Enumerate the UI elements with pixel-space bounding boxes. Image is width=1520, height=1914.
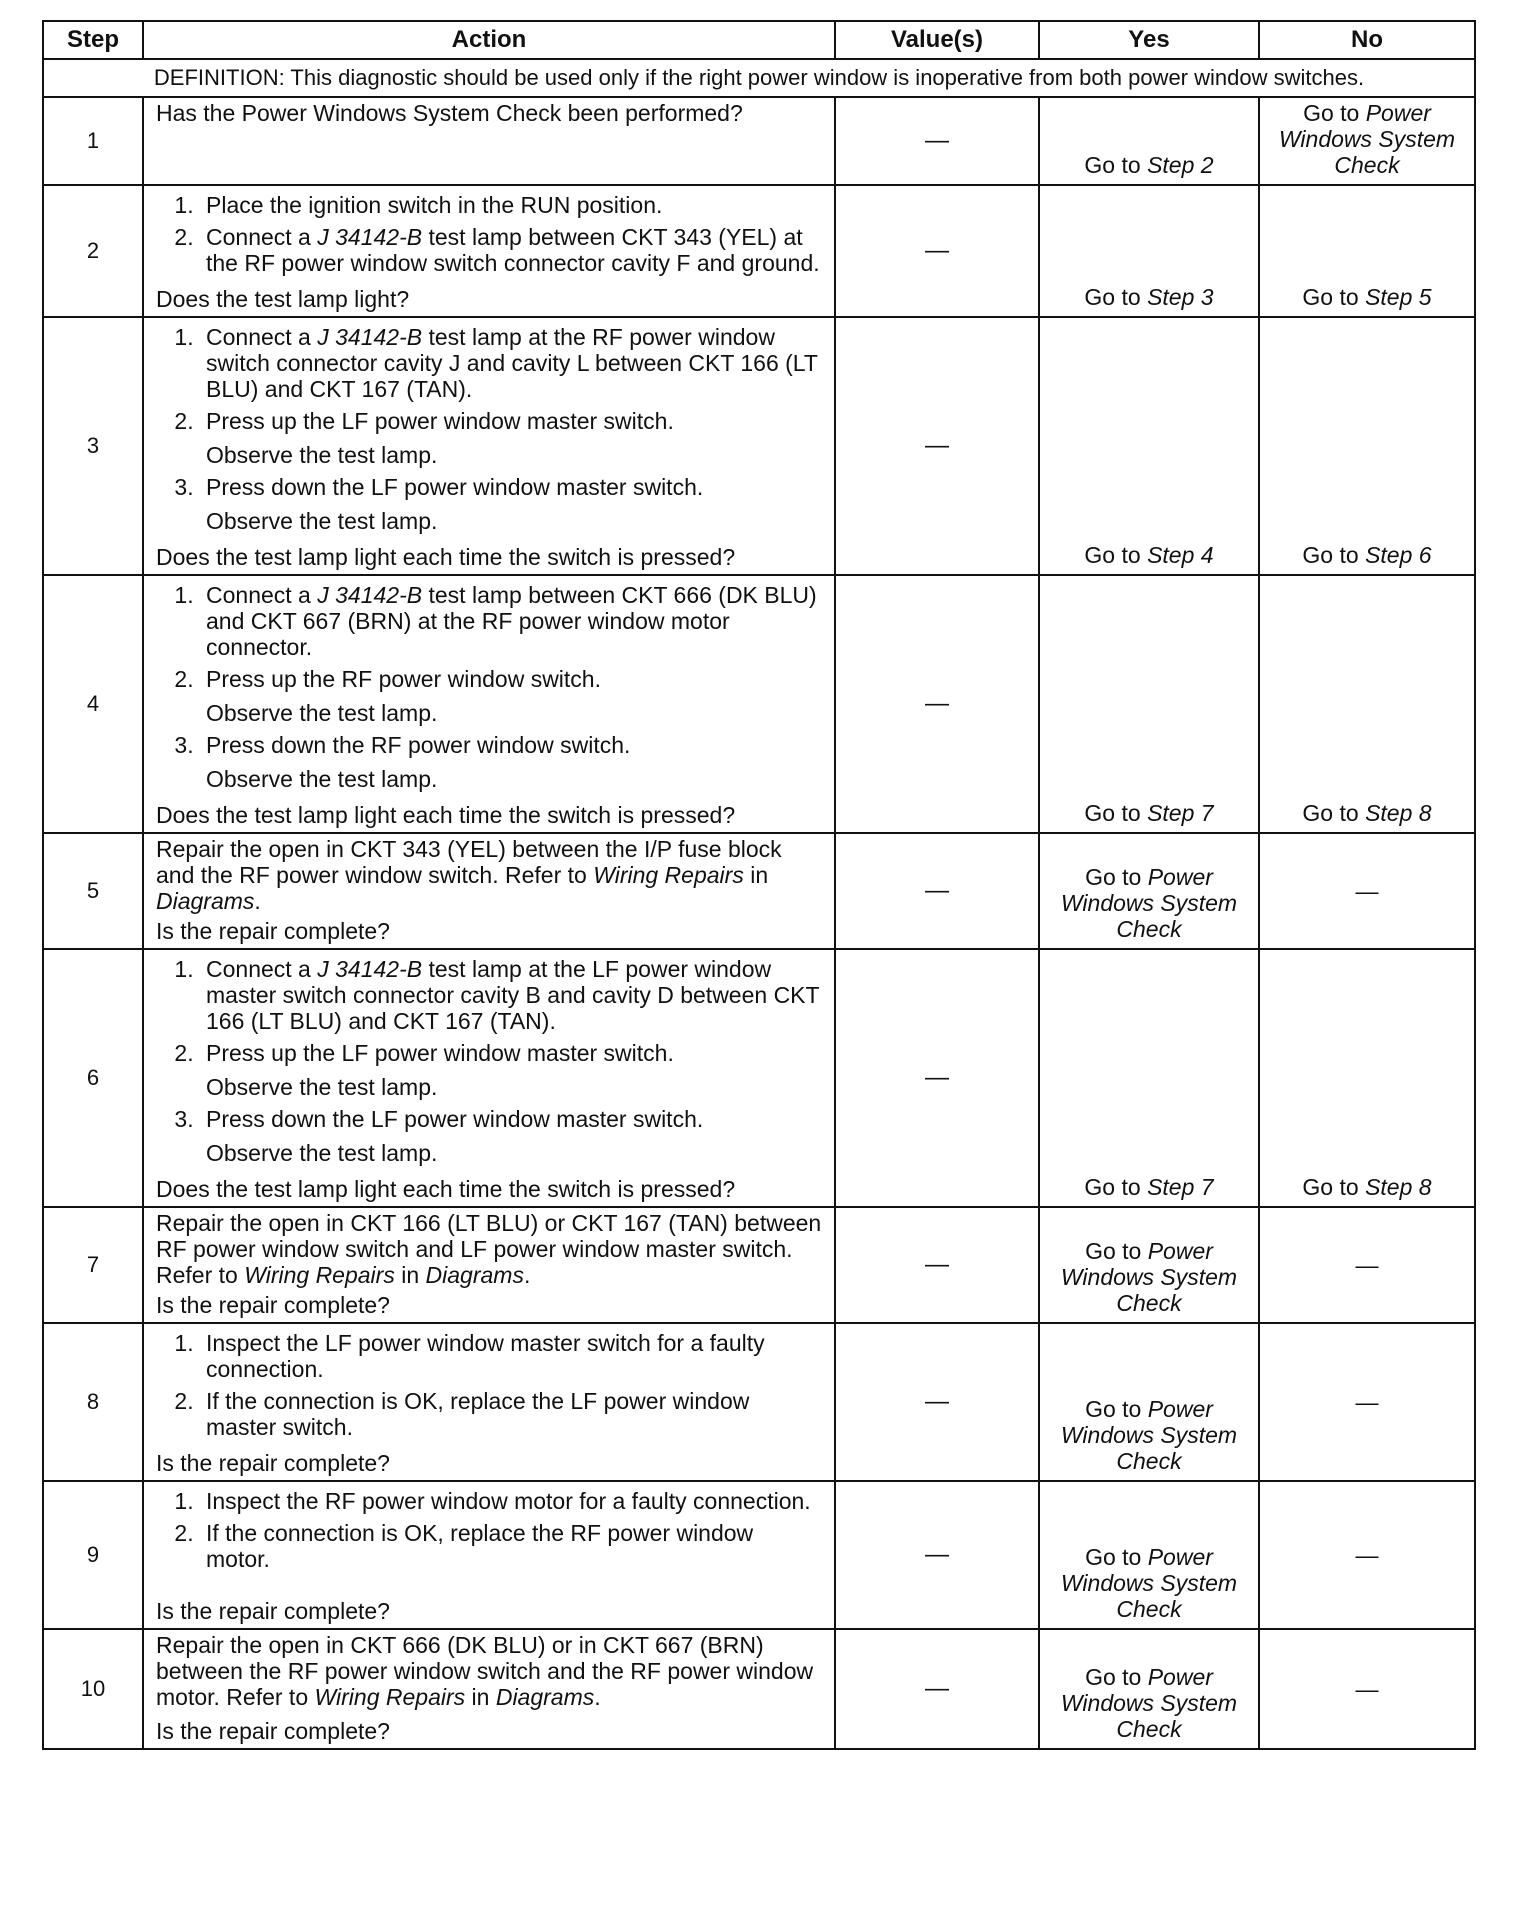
- yes-link[interactable]: [1061, 864, 1237, 942]
- action-step: [200, 1520, 822, 1572]
- yes-link[interactable]: [1061, 1544, 1237, 1622]
- step-no: [1259, 317, 1475, 575]
- step-action: [143, 1323, 835, 1481]
- action-content: [156, 1326, 822, 1476]
- action-step-text: test lamp between CKT 666 (DK BLU) and CKT 667 (BRN) at the RF power window motor connector.: [206, 582, 817, 660]
- go-to-text: Go to: [1084, 284, 1148, 310]
- action-step-text: Connect a: [206, 956, 318, 982]
- header-no: No: [1259, 21, 1475, 59]
- observe-instruction: Observe the test lamp.: [206, 700, 438, 726]
- yes-link[interactable]: [1084, 1174, 1213, 1200]
- ref-diagrams: Diagrams: [156, 888, 255, 914]
- ref-wiring-repairs: Wiring Repairs: [593, 862, 744, 888]
- action-step: [200, 192, 822, 218]
- step-value: —: [835, 949, 1039, 1207]
- table-row: [43, 317, 1475, 575]
- action-content: [156, 1484, 822, 1624]
- step-question: Is the repair complete?: [156, 1598, 390, 1624]
- action-step-text: Connect a: [206, 582, 318, 608]
- repair-text: .: [523, 1262, 531, 1288]
- step-question: Is the repair complete?: [156, 1292, 390, 1318]
- yes-target: Power Windows System Check: [1060, 1238, 1238, 1316]
- action-step: [200, 1330, 822, 1382]
- table-row: [43, 1629, 1475, 1749]
- observe-instruction: Observe the test lamp.: [206, 1140, 438, 1166]
- repair-instruction: [156, 1210, 822, 1288]
- action-step-text: Place the ignition switch in the RUN position.: [206, 192, 663, 218]
- action-body: [156, 578, 822, 798]
- action-content: [156, 1632, 822, 1744]
- step-value: —: [835, 317, 1039, 575]
- action-step-text: Press down the LF power window master switch.: [206, 1106, 704, 1132]
- header-action: Action: [143, 21, 835, 59]
- table-row: [43, 575, 1475, 833]
- action-step-text: Inspect the LF power window master switch for a faulty connection.: [206, 1330, 765, 1382]
- yes-target: Power Windows System Check: [1060, 1664, 1238, 1742]
- go-to-text: Go to: [1085, 1396, 1148, 1422]
- action-step-text: Connect a: [206, 224, 318, 250]
- step-no: —: [1259, 833, 1475, 949]
- go-to-text: Go to: [1302, 284, 1366, 310]
- action-content: [156, 100, 822, 164]
- action-body: [156, 1326, 822, 1446]
- step-no: —: [1259, 1629, 1475, 1749]
- no-link[interactable]: [1302, 800, 1431, 826]
- step-value: —: [835, 1629, 1039, 1749]
- action-step-text: Press down the RF power window switch.: [206, 732, 631, 758]
- action-content: [156, 578, 822, 828]
- step-number: 1: [43, 97, 143, 185]
- repair-text: in: [465, 1684, 496, 1710]
- step-value: —: [835, 1207, 1039, 1323]
- steps-body: [43, 97, 1475, 1749]
- ref-wiring-repairs: Wiring Repairs: [314, 1684, 466, 1710]
- step-yes: [1039, 1629, 1259, 1749]
- action-step-text: test lamp at the RF power window switch connector cavity J and cavity L between CKT 166 (LT BLU) and CKT 167 (TAN).: [206, 324, 818, 402]
- action-step-text: Connect a: [206, 324, 318, 350]
- action-step-text: Press down the LF power window master switch.: [206, 474, 704, 500]
- step-number: 4: [43, 575, 143, 833]
- action-steps-list: [156, 1330, 822, 1440]
- action-content: [156, 952, 822, 1202]
- action-step-text: test lamp at the LF power window master switch connector cavity B and cavity D between CKT 166 (LT BLU) and CKT 167 (TAN).: [206, 956, 820, 1034]
- go-to-text: Go to: [1084, 542, 1148, 568]
- step-no: [1259, 97, 1475, 185]
- action-step: [200, 408, 822, 468]
- action-content: [156, 320, 822, 570]
- step-no: —: [1259, 1323, 1475, 1481]
- step-number: 8: [43, 1323, 143, 1481]
- step-action: [143, 833, 835, 949]
- step-value: —: [835, 97, 1039, 185]
- go-to-text: Go to: [1084, 152, 1148, 178]
- step-value: —: [835, 185, 1039, 317]
- action-body: [156, 100, 822, 126]
- step-action: [143, 185, 835, 317]
- repair-text: in: [743, 862, 769, 888]
- step-question: Is the repair complete?: [156, 1718, 390, 1744]
- go-to-text: Go to: [1302, 800, 1366, 826]
- action-content: [156, 836, 822, 944]
- action-step-text: Inspect the RF power window motor for a faulty connection.: [206, 1488, 811, 1514]
- step-question: Is the repair complete?: [156, 918, 390, 944]
- action-steps-list: [156, 192, 822, 276]
- action-body: [156, 1484, 822, 1578]
- observe-instruction: Observe the test lamp.: [206, 508, 438, 534]
- yes-link[interactable]: [1061, 1238, 1237, 1316]
- table-row: [43, 1323, 1475, 1481]
- step-yes: [1039, 97, 1259, 185]
- step-value: —: [835, 575, 1039, 833]
- yes-target: Step 7: [1147, 800, 1214, 826]
- step-no: [1259, 949, 1475, 1207]
- step-value: —: [835, 833, 1039, 949]
- table-row: [43, 1207, 1475, 1323]
- action-body: [156, 836, 822, 914]
- no-target: Step 8: [1365, 800, 1432, 826]
- yes-link[interactable]: [1084, 152, 1213, 178]
- yes-link[interactable]: [1084, 542, 1213, 568]
- step-number: 9: [43, 1481, 143, 1629]
- step-yes: [1039, 185, 1259, 317]
- repair-instruction: [156, 1632, 822, 1710]
- no-link[interactable]: [1302, 542, 1431, 568]
- step-yes: [1039, 1481, 1259, 1629]
- tool-ref: J 34142-B: [317, 956, 423, 982]
- action-body: [156, 320, 822, 540]
- action-step-text: If the connection is OK, replace the RF power window motor.: [206, 1520, 754, 1572]
- table-row: [43, 833, 1475, 949]
- action-step-text: Press up the LF power window master switch.: [206, 408, 674, 434]
- step-number: 6: [43, 949, 143, 1207]
- step-yes: [1039, 575, 1259, 833]
- action-step: [200, 666, 822, 726]
- step-yes: [1039, 317, 1259, 575]
- step-yes: [1039, 1323, 1259, 1481]
- action-content: [156, 1210, 822, 1318]
- action-step: [200, 732, 822, 792]
- yes-link[interactable]: [1061, 1396, 1237, 1474]
- definition-row: [43, 59, 1475, 97]
- step-number: 10: [43, 1629, 143, 1749]
- step-action: [143, 1481, 835, 1629]
- go-to-text: Go to: [1085, 1238, 1148, 1264]
- header-row: [43, 21, 1475, 59]
- diagnostic-table: [42, 20, 1476, 1750]
- table-row: [43, 185, 1475, 317]
- yes-link[interactable]: [1084, 284, 1213, 310]
- yes-target: Step 3: [1147, 284, 1214, 310]
- repair-text: .: [254, 888, 261, 914]
- table-row: [43, 97, 1475, 185]
- yes-link[interactable]: [1084, 800, 1213, 826]
- repair-text: .: [594, 1684, 601, 1710]
- go-to-text: Go to: [1302, 542, 1366, 568]
- observe-instruction: Observe the test lamp.: [206, 1074, 438, 1100]
- step-number: 3: [43, 317, 143, 575]
- no-link[interactable]: [1279, 100, 1455, 178]
- header-values: Value(s): [835, 21, 1039, 59]
- ref-diagrams: Diagrams: [425, 1262, 524, 1288]
- action-step: [200, 1488, 822, 1514]
- observe-instruction: Observe the test lamp.: [206, 766, 438, 792]
- action-step: [200, 224, 822, 276]
- step-action: [143, 1207, 835, 1323]
- yes-link[interactable]: [1061, 1664, 1237, 1742]
- action-steps-list: [156, 956, 822, 1166]
- step-question: Does the test lamp light each time the switch is pressed?: [156, 544, 736, 570]
- step-question: Has the Power Windows System Check been performed?: [156, 100, 743, 126]
- no-link[interactable]: [1302, 1174, 1431, 1200]
- tool-ref: J 34142-B: [317, 224, 423, 250]
- step-yes: [1039, 1207, 1259, 1323]
- action-step: [200, 324, 822, 402]
- action-steps-list: [156, 1488, 822, 1572]
- repair-text: in: [394, 1262, 426, 1288]
- observe-instruction: Observe the test lamp.: [206, 442, 438, 468]
- action-step-text: Press up the RF power window switch.: [206, 666, 601, 692]
- go-to-text: Go to: [1085, 1544, 1148, 1570]
- action-steps-list: [156, 324, 822, 534]
- step-action: [143, 949, 835, 1207]
- table-row: [43, 949, 1475, 1207]
- step-question: Does the test lamp light each time the switch is pressed?: [156, 802, 736, 828]
- step-no: [1259, 185, 1475, 317]
- step-action: [143, 1629, 835, 1749]
- action-step: [200, 474, 822, 534]
- no-target: Power Windows System Check: [1278, 100, 1456, 178]
- step-number: 2: [43, 185, 143, 317]
- action-step-text: test lamp between CKT 343 (YEL) at the RF power window switch connector cavity F and ground.: [206, 224, 820, 276]
- header-yes: Yes: [1039, 21, 1259, 59]
- go-to-text: Go to: [1302, 1174, 1366, 1200]
- ref-wiring-repairs: Wiring Repairs: [244, 1262, 395, 1288]
- go-to-text: Go to: [1303, 100, 1366, 126]
- action-step: [200, 1106, 822, 1166]
- ref-diagrams: Diagrams: [495, 1684, 595, 1710]
- yes-target: Power Windows System Check: [1060, 1396, 1238, 1474]
- tool-ref: J 34142-B: [317, 324, 423, 350]
- step-question: Is the repair complete?: [156, 1450, 390, 1476]
- action-body: [156, 1210, 822, 1288]
- go-to-text: Go to: [1085, 1664, 1148, 1690]
- no-link[interactable]: [1302, 284, 1431, 310]
- action-body: [156, 952, 822, 1172]
- step-action: [143, 97, 835, 185]
- action-body: [156, 188, 822, 282]
- no-target: Step 5: [1365, 284, 1432, 310]
- yes-target: Power Windows System Check: [1060, 864, 1238, 942]
- go-to-text: Go to: [1084, 1174, 1148, 1200]
- action-step: [200, 1040, 822, 1100]
- yes-target: Step 2: [1147, 152, 1214, 178]
- action-step: [200, 956, 822, 1034]
- yes-target: Step 7: [1147, 1174, 1214, 1200]
- action-body: [156, 1632, 822, 1710]
- yes-target: Step 4: [1147, 542, 1214, 568]
- step-action: [143, 317, 835, 575]
- go-to-text: Go to: [1084, 800, 1148, 826]
- step-yes: [1039, 833, 1259, 949]
- step-value: —: [835, 1323, 1039, 1481]
- step-no: —: [1259, 1207, 1475, 1323]
- step-number: 7: [43, 1207, 143, 1323]
- repair-instruction: [156, 836, 822, 914]
- step-no: [1259, 575, 1475, 833]
- step-question: Does the test lamp light?: [156, 286, 410, 312]
- step-number: 5: [43, 833, 143, 949]
- no-target: Step 8: [1365, 1174, 1432, 1200]
- step-question: Does the test lamp light each time the switch is pressed?: [156, 1176, 736, 1202]
- go-to-text: Go to: [1085, 864, 1148, 890]
- definition-text: DEFINITION: This diagnostic should be used only if the right power window is inoperative from both power window switches.: [43, 59, 1475, 97]
- action-step-text: If the connection is OK, replace the LF power window master switch.: [206, 1388, 750, 1440]
- repair-text: Repair the open in CKT 343 (YEL) between the I/P fuse block and the RF power window switch. Refer to: [156, 836, 782, 888]
- action-step-text: Press up the LF power window master switch.: [206, 1040, 674, 1066]
- repair-text: Repair the open in CKT 666 (DK BLU) or in CKT 667 (BRN) between the RF power window switch and the RF power window motor. Refer to: [156, 1632, 814, 1710]
- action-step: [200, 1388, 822, 1440]
- step-value: —: [835, 1481, 1039, 1629]
- step-no: —: [1259, 1481, 1475, 1629]
- action-step: [200, 582, 822, 660]
- step-action: [143, 575, 835, 833]
- yes-target: Power Windows System Check: [1060, 1544, 1238, 1622]
- table-row: [43, 1481, 1475, 1629]
- action-steps-list: [156, 582, 822, 792]
- tool-ref: J 34142-B: [317, 582, 423, 608]
- header-step: Step: [43, 21, 143, 59]
- repair-text: Repair the open in CKT 166 (LT BLU) or CKT 167 (TAN) between RF power window switch and LF power window master switch. Refer to: [156, 1210, 822, 1288]
- no-target: Step 6: [1365, 542, 1432, 568]
- action-content: [156, 188, 822, 312]
- step-yes: [1039, 949, 1259, 1207]
